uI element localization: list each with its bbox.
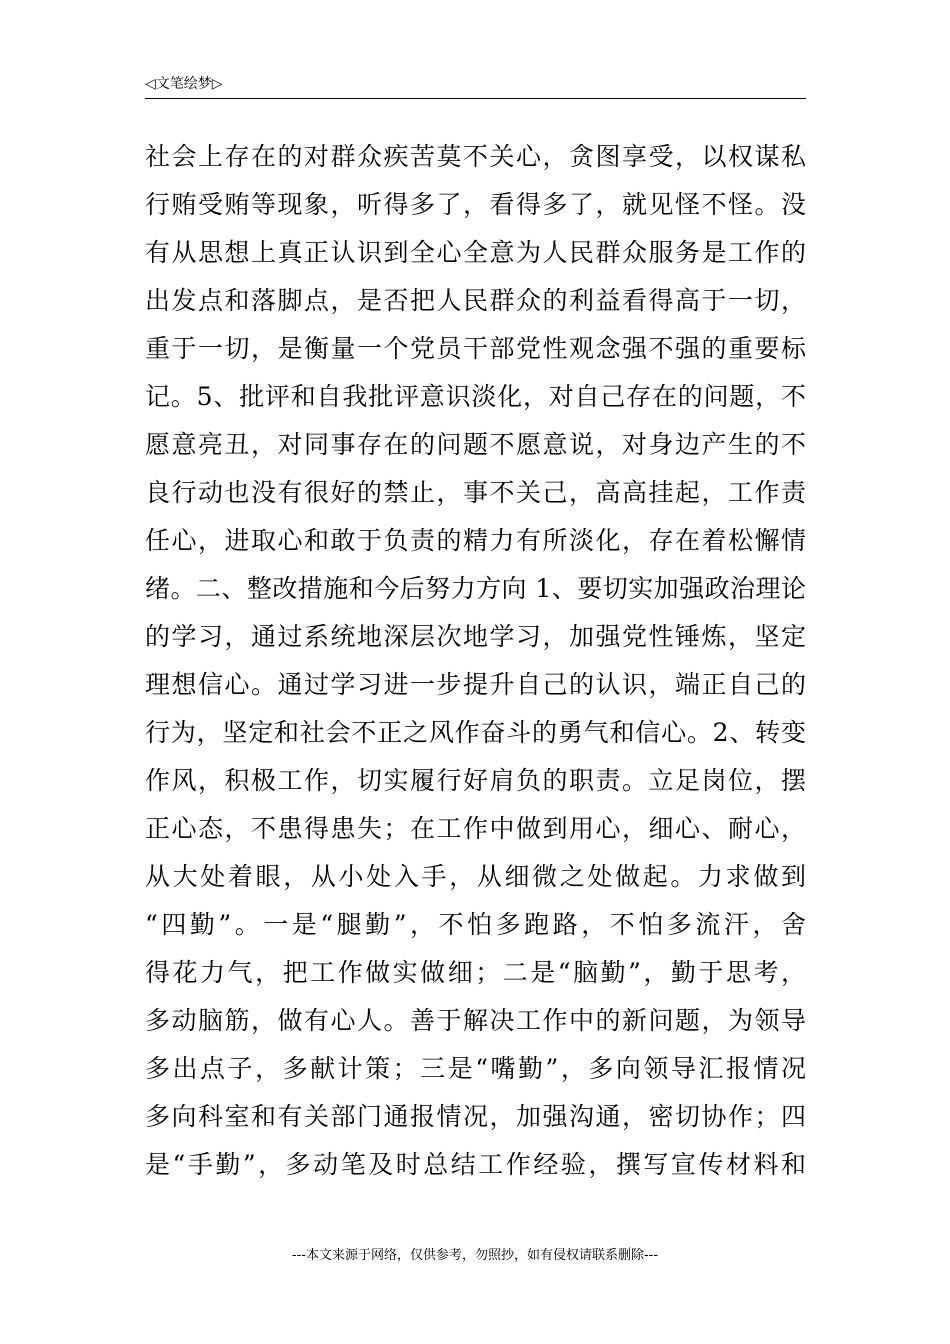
text-line: 正心态，不患得患失；在工作中做到用心，细心、耐心， (145, 814, 806, 843)
text-line: 记。5、批评和自我批评意识淡化，对自己存在的问题，不 (145, 382, 806, 411)
text-line: 良行动也没有很好的禁止，事不关己，高高挂起，工作责 (145, 478, 806, 507)
text-line: 理想信心。通过学习进一步提升自己的认识，端正自己的 (145, 670, 806, 699)
text-line: 重于一切，是衡量一个党员干部党性观念强不强的重要标 (145, 334, 806, 363)
text-line: 多向科室和有关部门通报情况，加强沟通，密切协作；四 (145, 1102, 806, 1131)
text-line: 的学习，通过系统地深层次地学习，加强党性锤炼，坚定 (145, 622, 806, 651)
text-line: “四勤”。一是“腿勤”，不怕多跑路，不怕多流汗，舍 (145, 910, 806, 939)
text-line: 绪。二、整改措施和今后努力方向 1、要切实加强政治理论 (145, 574, 806, 603)
text-line: 从大处着眼，从小处入手，从细微之处做起。力求做到 (145, 862, 806, 891)
text-line: 出发点和落脚点，是否把人民群众的利益看得高于一切， (145, 286, 806, 315)
footer-disclaimer: ---本文来源于网络，仅供参考，勿照抄，如有侵权请联系删除--- (291, 1248, 659, 1263)
body-text (145, 133, 806, 1189)
text-line: 得花力气，把工作做实做细；二是“脑勤”，勤于思考， (145, 958, 806, 987)
text-line: 愿意亮丑，对同事存在的问题不愿意说，对身边产生的不 (145, 430, 806, 459)
text-line: 有从思想上真正认识到全心全意为人民群众服务是工作的 (145, 238, 806, 267)
text-line: 行为，坚定和社会不正之风作奋斗的勇气和信心。2、转变 (145, 718, 806, 747)
header-title: ◁文笔绘梦▷ (145, 76, 223, 92)
text-line: 是“手勤”，多动笔及时总结工作经验，撰写宣传材料和 (145, 1150, 806, 1179)
text-line: 作风，积极工作，切实履行好肩负的职责。立足岗位，摆 (145, 766, 806, 795)
text-line: 社会上存在的对群众疾苦莫不关心，贪图享受，以权谋私 (145, 142, 806, 171)
header-divider (145, 98, 806, 99)
text-line: 多出点子，多献计策；三是“嘴勤”，多向领导汇报情况 (145, 1054, 806, 1083)
text-line: 多动脑筋，做有心人。善于解决工作中的新问题，为领导 (145, 1006, 806, 1035)
text-line: 行贿受贿等现象，听得多了，看得多了，就见怪不怪。没 (145, 190, 806, 219)
text-line: 任心，进取心和敢于负责的精力有所淡化，存在着松懈情 (145, 526, 806, 555)
